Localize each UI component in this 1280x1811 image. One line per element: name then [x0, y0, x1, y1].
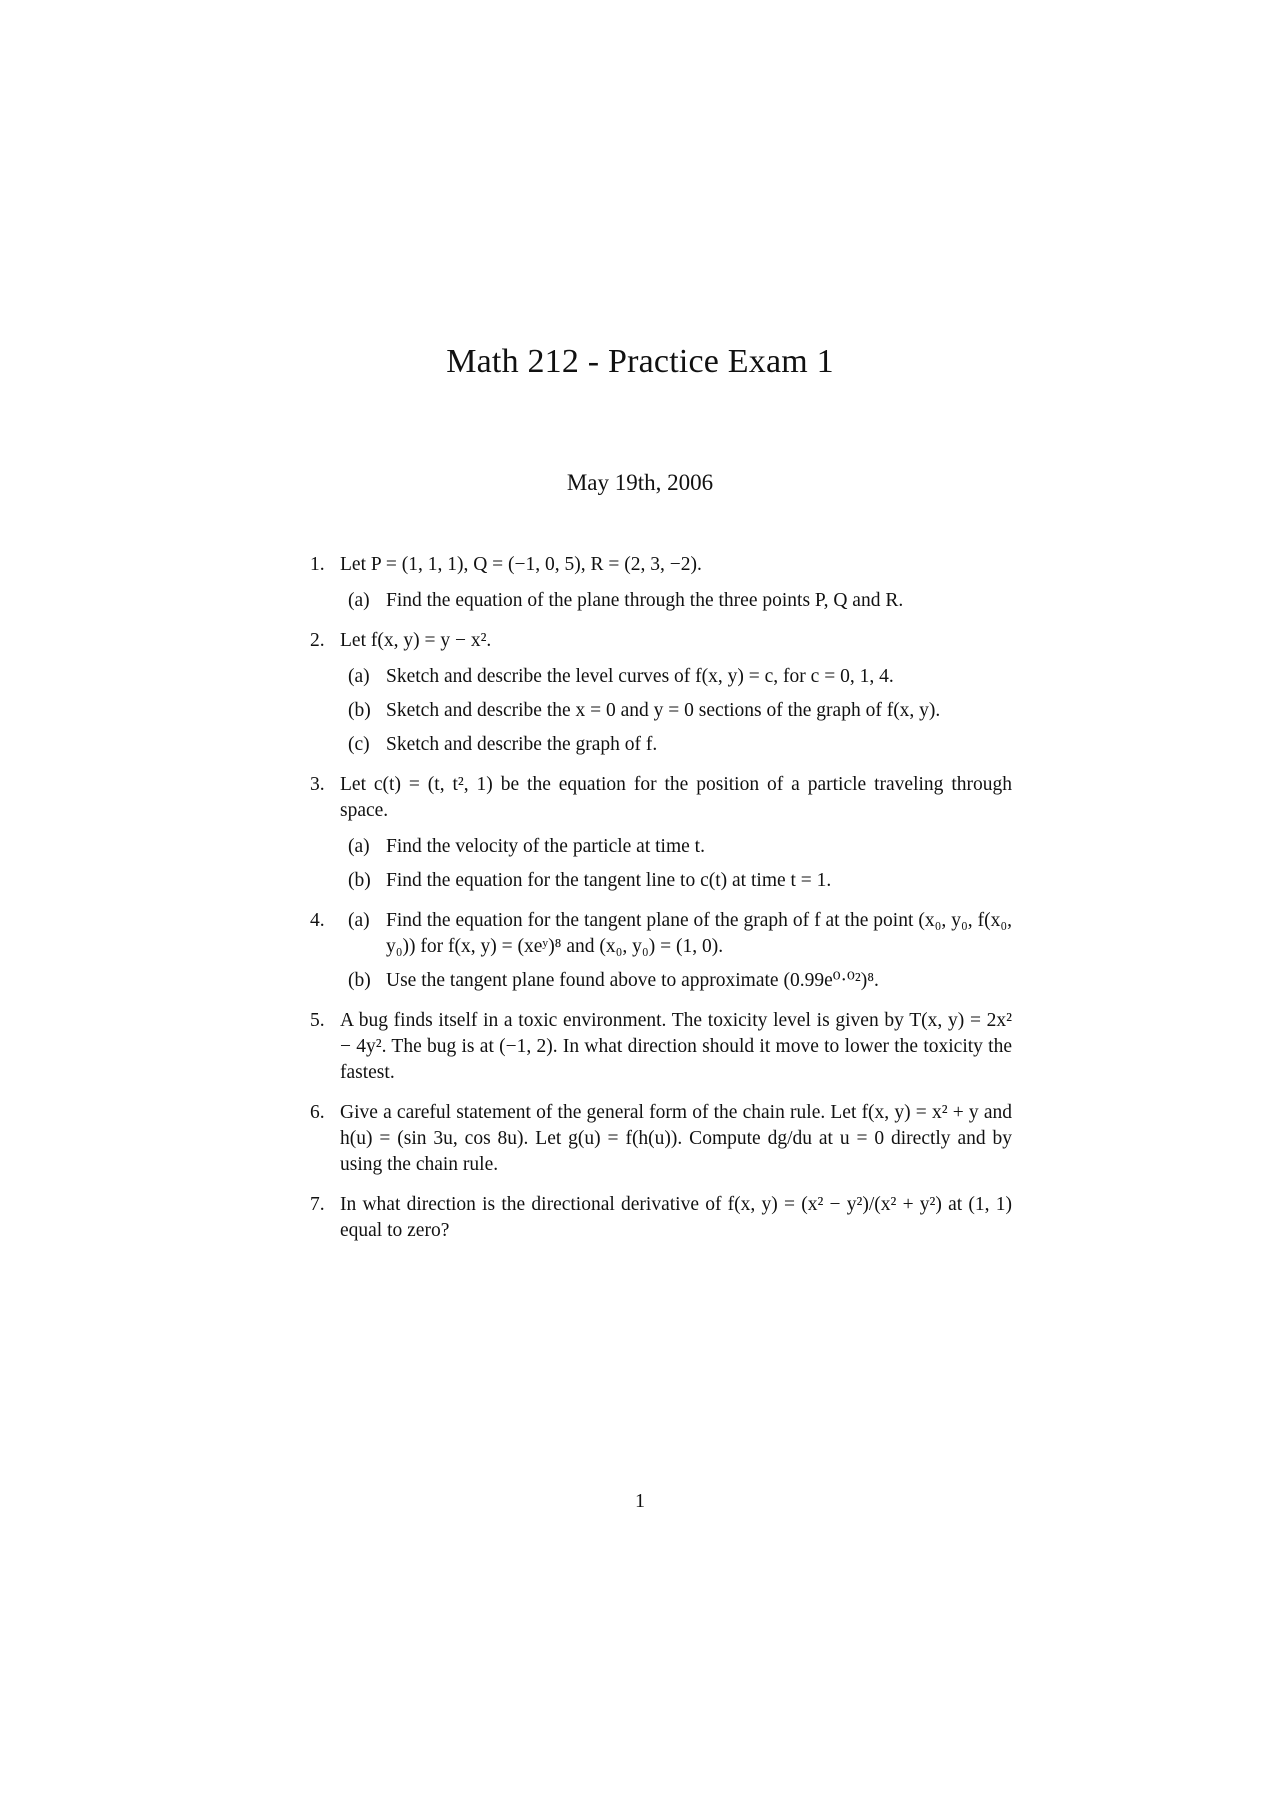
- problem-7: [310, 1192, 1012, 1244]
- problem-parts: [340, 834, 1012, 894]
- problem-number: 4.: [310, 910, 325, 931]
- problem-4: [310, 908, 1012, 994]
- problem-number: 6.: [310, 1102, 325, 1123]
- part-label: (a): [348, 666, 370, 687]
- problem-5: [310, 1008, 1012, 1086]
- problem-part: [340, 908, 1012, 960]
- part-text: Sketch and describe the level curves of f(x, y) = c, for c = 0, 1, 4.: [386, 666, 894, 687]
- problem-parts: [340, 664, 1012, 758]
- problem-number: 2.: [310, 630, 325, 651]
- page-title: Math 212 - Practice Exam 1: [446, 343, 834, 380]
- problem-2: [310, 628, 1012, 758]
- part-text: Find the velocity of the particle at time t.: [386, 836, 705, 857]
- part-text: Use the tangent plane found above to approximate (0.99e⁰·⁰²)⁸.: [386, 970, 879, 991]
- problem-part: [340, 868, 1012, 894]
- problem-statement: Let f(x, y) = y − x².: [340, 630, 492, 651]
- part-text: Find the equation of the plane through the three points P, Q and R.: [386, 590, 904, 611]
- problem-part: [340, 588, 1012, 614]
- exam-date: May 19th, 2006: [566, 470, 714, 495]
- problem-number: 7.: [310, 1194, 325, 1215]
- problem-number: 3.: [310, 774, 325, 795]
- problem-list: [310, 552, 1012, 1258]
- problem-number: 1.: [310, 554, 325, 575]
- problem-number: 5.: [310, 1010, 325, 1031]
- problem-6: [310, 1100, 1012, 1178]
- problem-statement: Let P = (1, 1, 1), Q = (−1, 0, 5), R = (2, 3, −2).: [340, 554, 702, 575]
- problem-parts: [340, 908, 1012, 994]
- part-label: (a): [348, 590, 370, 611]
- problem-statement: A bug finds itself in a toxic environment. The toxicity level is given by T(x, y) = 2x² − 4y². The bug is at (−1, 2). In what direction should it move to lower the toxicity the fastest.: [340, 1010, 1012, 1083]
- part-label: (a): [348, 836, 370, 857]
- problem-parts: [340, 588, 1012, 614]
- problem-part: [340, 698, 1012, 724]
- problem-3: [310, 772, 1012, 894]
- part-label: (b): [348, 970, 371, 991]
- part-label: (b): [348, 870, 371, 891]
- part-label: (c): [348, 734, 370, 755]
- problem-part: [340, 732, 1012, 758]
- part-text: Find the equation for the tangent line to c(t) at time t = 1.: [386, 870, 832, 891]
- part-label: (b): [348, 700, 371, 721]
- problem-statement: In what direction is the directional derivative of f(x, y) = (x² − y²)/(x² + y²) at (1, 1) equal to zero?: [340, 1194, 1012, 1241]
- part-text: Find the equation for the tangent plane of the graph of f at the point (x₀, y₀, f(x₀, y₀)) for f(x, y) = (xeʸ)⁸ and (x₀, y₀) = (1, 0).: [386, 910, 1012, 957]
- problem-1: [310, 552, 1012, 614]
- problem-statement: Let c(t) = (t, t², 1) be the equation for the position of a particle traveling through space.: [340, 774, 1012, 821]
- part-label: (a): [348, 910, 370, 931]
- problem-part: [340, 968, 1012, 994]
- page-number: 1: [635, 1490, 645, 1512]
- part-text: Sketch and describe the x = 0 and y = 0 sections of the graph of f(x, y).: [386, 700, 941, 721]
- part-text: Sketch and describe the graph of f.: [386, 734, 658, 755]
- problem-statement: Give a careful statement of the general form of the chain rule. Let f(x, y) = x² + y and h(u) = (sin 3u, cos 8u). Let g(u) = f(h(u)). Compute dg/du at u = 0 directly and by using the chain rule.: [340, 1102, 1012, 1175]
- problem-part: [340, 664, 1012, 690]
- problem-part: [340, 834, 1012, 860]
